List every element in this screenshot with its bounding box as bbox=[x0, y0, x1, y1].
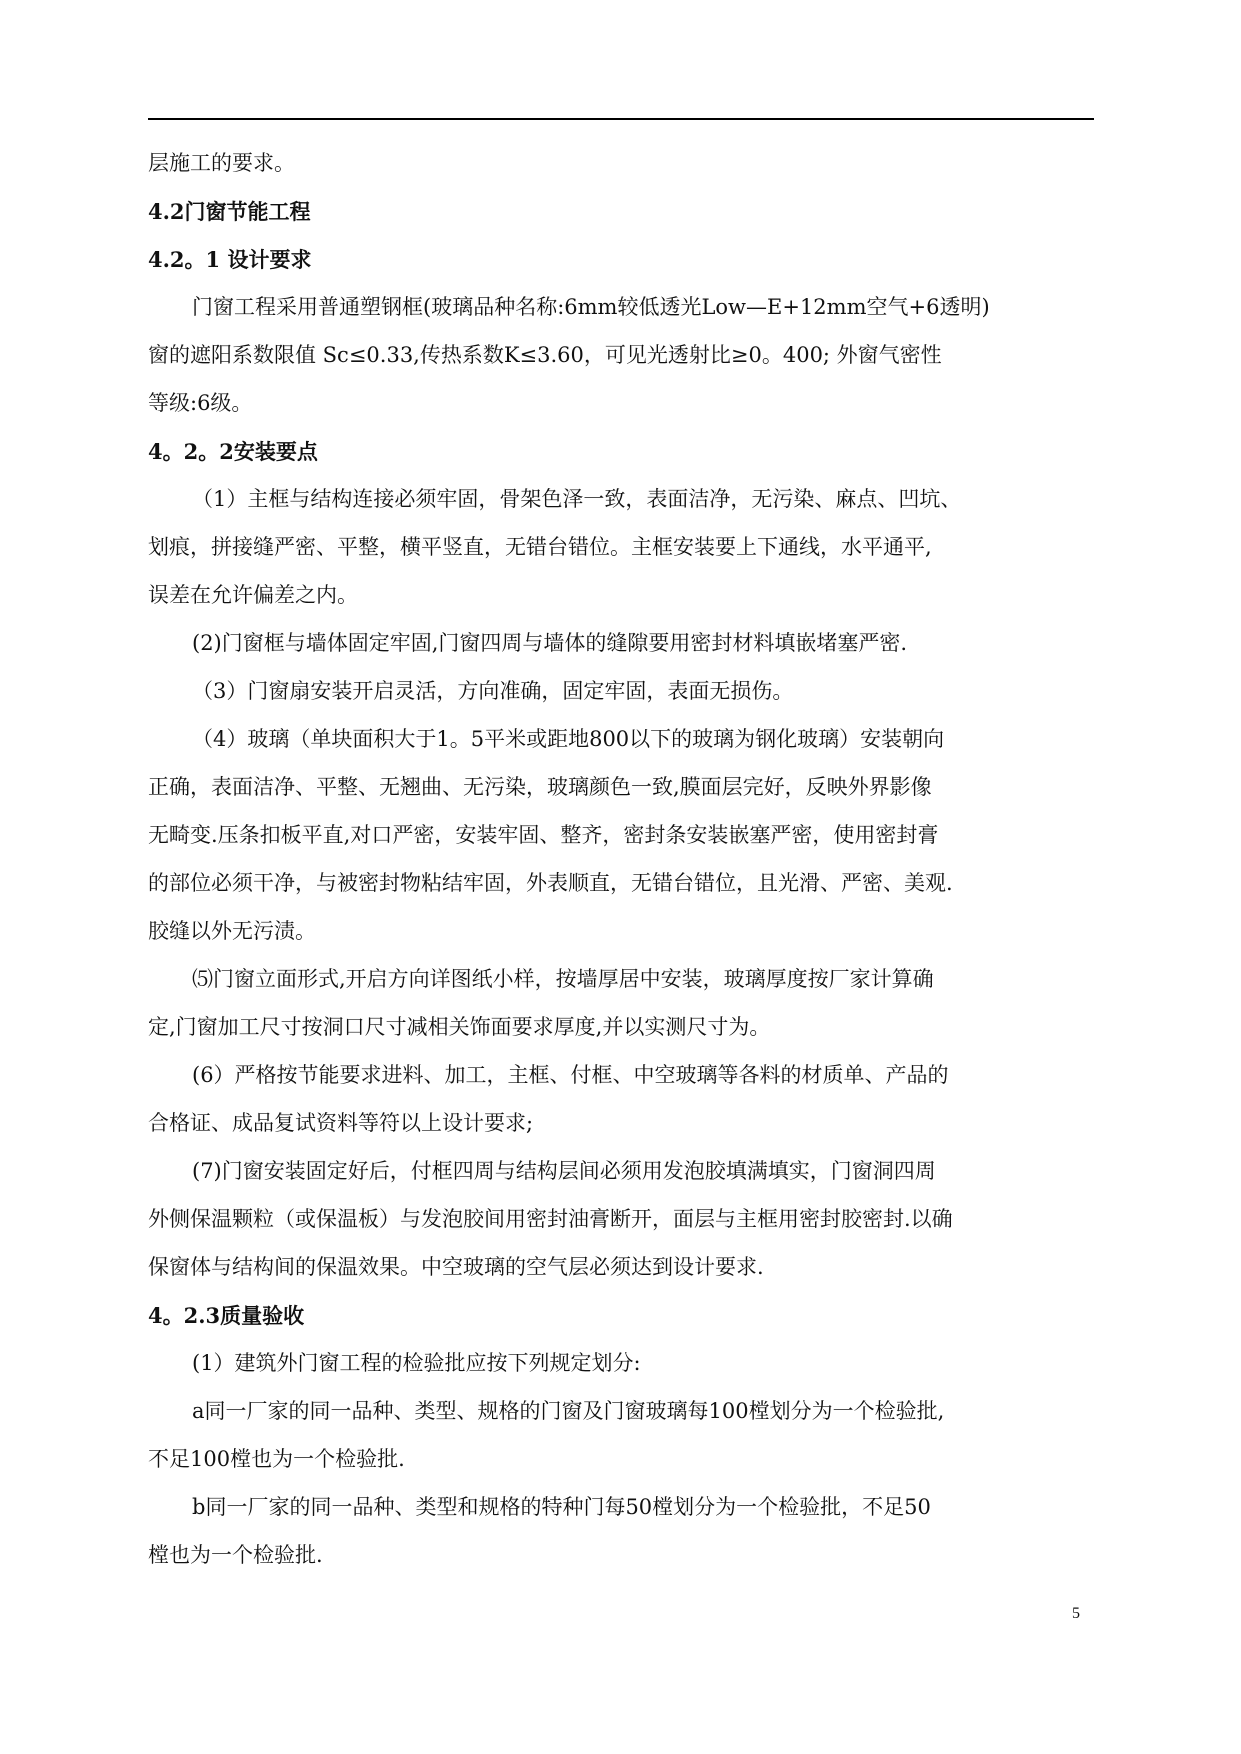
paragraph-line: 门窗工程采用普通塑钢框(玻璃品种名称:6mm较低透光Low—E+12mm空气+6透明) bbox=[192, 295, 990, 319]
section-heading: 4.2门窗节能工程 bbox=[148, 199, 311, 224]
paragraph-line: 窗的遮阳系数限值 Sc≤0.33,传热系数K≤3.60，可见光透射比≥0。400; 外窗气密性 bbox=[148, 343, 942, 367]
list-item-line: (2)门窗框与墙体固定牢固,门窗四周与墙体的缝隙要用密封材料填嵌堵塞严密. bbox=[192, 631, 908, 655]
list-item-line: 的部位必须干净，与被密封物粘结牢固，外表顺直，无错台错位，且光滑、严密、美观. bbox=[148, 871, 953, 895]
paragraph-line: 层施工的要求。 bbox=[148, 151, 295, 175]
list-item-line: 正确，表面洁净、平整、无翘曲、无污染，玻璃颜色一致,膜面层完好，反映外界影像 bbox=[148, 775, 932, 799]
list-item-line: （4）玻璃（单块面积大于1。5平米或距地800以下的玻璃为钢化玻璃）安装朝向 bbox=[192, 727, 945, 751]
list-item-line: (7)门窗安装固定好后，付框四周与结构层间必须用发泡胶填满填实，门窗洞四周 bbox=[192, 1159, 936, 1183]
list-item-line: ⑸门窗立面形式,开启方向详图纸小样，按墙厚居中安装，玻璃厚度按厂家计算确 bbox=[192, 967, 934, 991]
header-rule bbox=[148, 118, 1094, 120]
list-item-line: 无畸变.压条扣板平直,对口严密，安装牢固、整齐，密封条安装嵌塞严密，使用密封膏 bbox=[148, 823, 939, 847]
list-item-line: (1）建筑外门窗工程的检验批应按下列规定划分: bbox=[192, 1351, 641, 1375]
list-item-line: 定,门窗加工尺寸按洞口尺寸减相关饰面要求厚度,并以实测尺寸为。 bbox=[148, 1015, 771, 1039]
list-item-line: 外侧保温颗粒（或保温板）与发泡胶间用密封油膏断开，面层与主框用密封胶密封.以确 bbox=[148, 1207, 953, 1231]
subsection-heading: 4。2.3质量验收 bbox=[148, 1303, 305, 1328]
subsection-heading: 4.2。1 设计要求 bbox=[148, 247, 312, 272]
subsection-heading: 4。2。2安装要点 bbox=[148, 439, 318, 464]
list-item-line: （3）门窗扇安装开启灵活，方向准确，固定牢固，表面无损伤。 bbox=[192, 679, 794, 703]
list-item-line: a同一厂家的同一品种、类型、规格的门窗及门窗玻璃每100樘划分为一个检验批, bbox=[192, 1399, 945, 1423]
list-item-line: 不足100樘也为一个检验批. bbox=[148, 1447, 405, 1471]
list-item-line: 划痕，拼接缝严密、平整，横平竖直，无错台错位。主框安装要上下通线，水平通平, bbox=[148, 535, 932, 559]
list-item-line: 误差在允许偏差之内。 bbox=[148, 583, 358, 607]
list-item-line: 保窗体与结构间的保温效果。中空玻璃的空气层必须达到设计要求. bbox=[148, 1255, 764, 1279]
list-item-line: （1）主框与结构连接必须牢固，骨架色泽一致，表面洁净，无污染、麻点、凹坑、 bbox=[192, 487, 962, 511]
list-item-line: 合格证、成品复试资料等符以上设计要求; bbox=[148, 1111, 534, 1135]
list-item-line: b同一厂家的同一品种、类型和规格的特种门每50樘划分为一个检验批，不足50 bbox=[192, 1495, 931, 1519]
page-number: 5 bbox=[1072, 1605, 1080, 1622]
list-item-line: 胶缝以外无污渍。 bbox=[148, 919, 316, 943]
list-item-line: (6）严格按节能要求进料、加工，主框、付框、中空玻璃等各料的材质单、产品的 bbox=[192, 1063, 949, 1087]
paragraph-line: 等级:6级。 bbox=[148, 391, 253, 415]
document-body bbox=[148, 150, 1094, 1590]
list-item-line: 樘也为一个检验批. bbox=[148, 1543, 323, 1567]
